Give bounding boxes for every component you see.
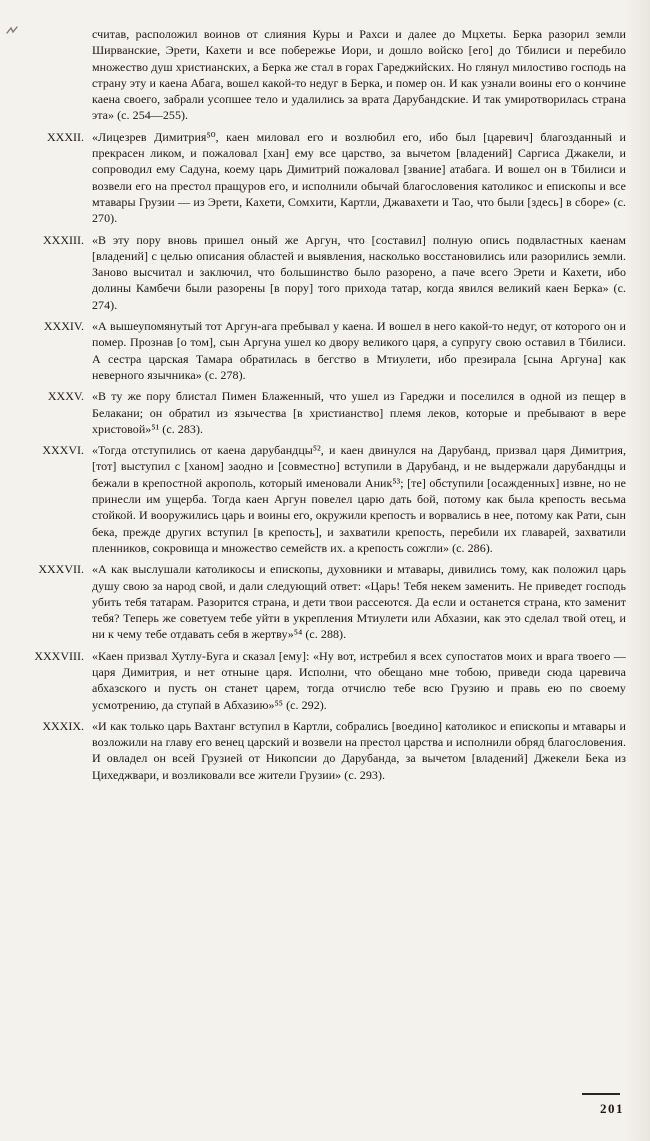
entry xyxy=(20,232,626,313)
entry-text: «И как только царь Вахтанг вступил в Картли, собрались [воедино] католикос и епископы и мтавары и возложили на главу его венец царский и возвели на престол царства и исполнили обряд благословения. И овладел он всей Грузией от Никопсии до Дарубанда, за вычетом [владений] Джекели Бека из Цихеджвари, и возликовали все жители Грузии» (с. 293). xyxy=(92,718,626,782)
entry-text: «А вышеупомянутый тот Аргун-ага пребывал у каена. И вошел в него какой-то недуг, от которого он и помер. Прознав [о том], сын Аргуна ушел ко двору великого царя, а супругу свою оставил в Тбилиси. А сестра царская Тамара обратилась в бегство в Мтиулети, ибо презирала [сына Аргуна] как неверного язычника» (с. 278). xyxy=(92,319,626,382)
entry xyxy=(20,129,626,227)
entries-list xyxy=(20,26,626,783)
entry-number: XXXII. xyxy=(47,129,84,144)
entry-text: считав, расположил воинов от слияния Куры и Рахси и далее до Мцхеты. Берка разорил земли Ширванские, Эрети, Кахети и все побережье Иори, и дошло войско [его] до Тбилиси и перебило множество душ христианских, а Берка же стал в горах Гареджийских. Но глянул милостиво господь на страну эту и каена Абага, вошел какой-то недуг в Берка, и помер он. И как узнали воины его о кончине каена своего, забрали усопшее тело и удалились за врата Дарубандские. И так умиротворилась страна эта» (с. 254—255). xyxy=(92,27,626,123)
entry-number: XXXVIII. xyxy=(34,648,84,663)
entry-text: «А как выслушали католикосы и епископы, духовники и мтавары, дивились тому, как положил царь душу свою за народ свой, и дали следующий ответ: «Царь! Тебя некем заменить. Не приведет господь убить тебя татарам. Разорится страна, и дети твои рассеются. Да если и останется страна, кто заменит тебя? Теперь же советуем тебе уйти в укрепления Мтиулети или Абхазии, как это сделал твой отец, и ни к чему тебе отдавать себя в жертву»⁵⁴ (с. 288). xyxy=(92,562,626,642)
page-number: 201 xyxy=(600,1101,624,1116)
entry-number: XXXIX. xyxy=(42,718,84,733)
entry xyxy=(20,442,626,556)
entry xyxy=(20,26,626,124)
entry-number: XXXV. xyxy=(47,389,84,404)
entry xyxy=(20,561,626,642)
entry-number: XXXVI. xyxy=(42,443,84,458)
entry-text: «В ту же пору блистал Пимен Блаженный, что ушел из Гареджи и поселился в одной из пещер в Белакани; он обратил из язычества [в христианство] племя леков, которые и пребывают в вере христовой»⁵¹ (с. 283). xyxy=(92,389,626,436)
entry xyxy=(20,718,626,783)
entry-number: XXXVII. xyxy=(38,562,84,577)
entry-number: XXXIII. xyxy=(43,232,84,247)
entry-text: «В эту пору вновь пришел оный же Аргун, что [составил] полную опись подвластных каенам [владений] с целью описания областей и выявления, насколько восстановились или разорились земли. Заново высчитал и заключил, что большинство было разорено, а паче всего Эрети и Кахети, ибо долины Камбечи были разорены [в пору] того прихода татар, когда явился великий каен Берка» (с. 274). xyxy=(92,232,626,312)
entry-text: «Лицезрев Димитрия⁵⁰, каен миловал его и возлюбил его, ибо был [царевич] благозданный и прекрасен ликом, и пожаловал [хан] ему все царство, за вычетом [владений] Саргиса Джакели, и сопроводил ему Садуна, коему царь Димитрий пожаловал [звание] атабага. И вошел он в Тбилиси и возвели его на престол пращуров его, и исполнили обычай благословения католикос и епископы и все мтавары Грузии — из Эрети, Кахети, Сомхити, Картли, Джавахети и Тао, что были [здесь] в сборе» (с. 270). xyxy=(92,129,626,226)
entry-text: «Каен призвал Хутлу-Буга и сказал [ему]: «Ну вот, истребил я всех супостатов моих и врага твоего — царя Димитрия, и нет отныне царя. Исполни, что обещано мне тобою, приведи сюда царевича абхазского и пусть он станет царем, тогда отчислю тебе всю Грузию и правь ею по своему усмотрению, да ступай в Абхазию»⁵⁵ (с. 292). xyxy=(92,648,626,712)
entry xyxy=(20,388,626,437)
entry xyxy=(20,648,626,713)
entry-text: «Тогда отступились от каена дарубандцы⁵², и каен двинулся на Дарубанд, призвал царя Димитрия, [тот] выступил с [ханом] заодно и [совместно] вступили в Дарубанд, и не выдержали дарубандцы и бежали в крепостной акрополь, который именовали Аник⁵³; [те] обступили [осажденных] извне, но не принесли им ущерба. Тогда каен Аргун повелел царю дать бой, потому как была крепость весьма стойкой. И вооружились царь и воины его, окружили крепость и ворвались в нее, потому как Рати, сын бека, прежде других вступил [в крепость], и захватили крепость, перебили их главарей, захватили пленников, сокровища и множество семейств их. а крепость сожгли» (с. 286). xyxy=(92,443,626,555)
entry-number: XXXIV. xyxy=(43,319,84,334)
entry xyxy=(20,318,626,383)
page-number-rule xyxy=(582,1093,620,1095)
entry-number xyxy=(20,26,84,124)
pen-mark-icon xyxy=(5,24,19,38)
